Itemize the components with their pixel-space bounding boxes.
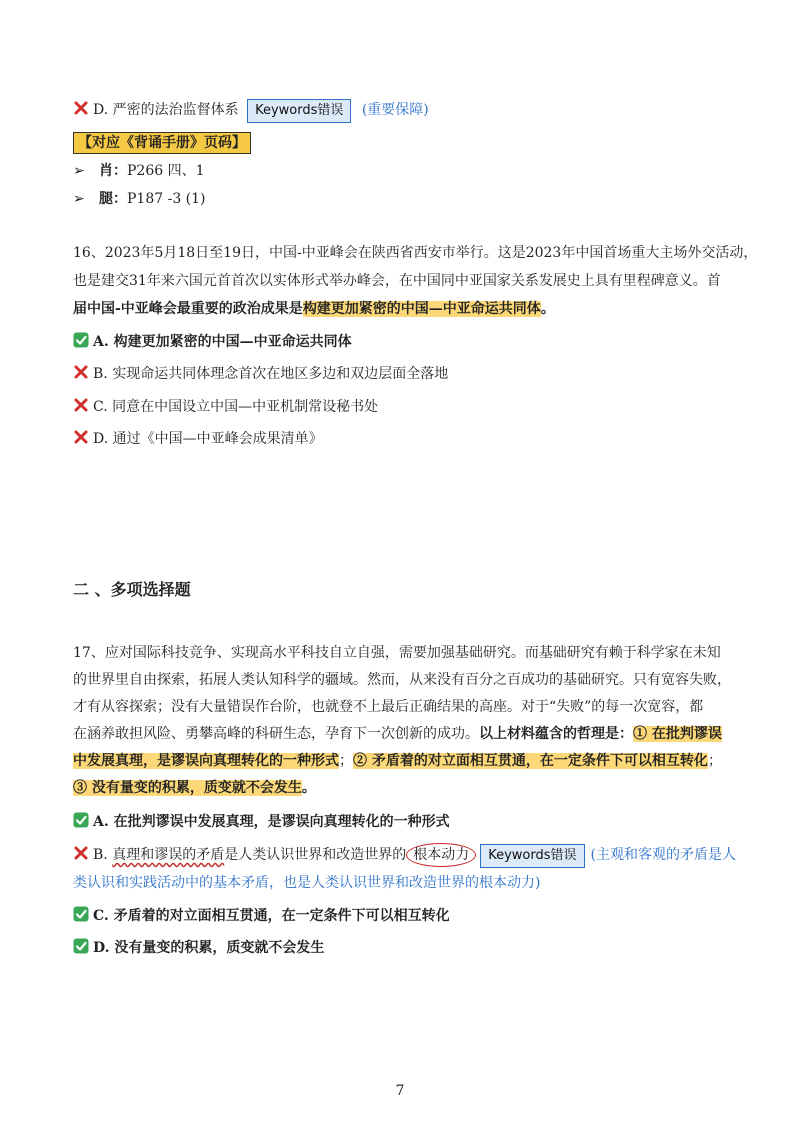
wrong-icon: [73, 429, 89, 445]
q17-option-b-note-cont: 类认识和实践活动中的基本矛盾，也是人类认识世界和改造世界的根本动力): [73, 875, 541, 891]
keyword-badge: Keywords错误: [480, 844, 584, 868]
option-note: (重要保障): [361, 102, 429, 118]
option-letter: D.: [93, 102, 109, 118]
answer-highlight: 构建更加紧密的中国—中亚命运共同体: [302, 301, 541, 317]
q16-option-a: A. 构建更加紧密的中国—中亚命运共同体: [73, 331, 352, 353]
arrow-bullet-icon: ➢: [73, 191, 85, 207]
correct-check-icon: [73, 938, 89, 954]
wrong-icon: [73, 364, 89, 380]
q16-stem-line2: 也是建交31年来六国元首首次以实体形式举办峰会，在中国同中亚国家关系发展史上具有里程碑意义。首: [73, 273, 721, 289]
q16-stem-line3: 届中国-中亚峰会最重要的政治成果是构建更加紧密的中国—中亚命运共同体。: [73, 301, 555, 317]
correct-check-icon: [73, 906, 89, 922]
correct-check-icon: [73, 812, 89, 828]
answer-highlight: ② 矛盾着的对立面相互贯通，在一定条件下可以相互转化: [353, 753, 708, 769]
wrong-icon: [73, 845, 89, 861]
q16-option-b: B. 实现命运共同体理念首次在地区多边和双边层面全落地: [73, 363, 448, 385]
manual-tag: 【对应《背诵手册》页码】: [73, 132, 251, 154]
option-note: (主观和客观的矛盾是人: [590, 847, 736, 863]
q17-option-b: B. 真理和谬误的矛盾是人类认识世界和改造世界的 根本动力 Keywords错误 (主观和客观的矛盾是人: [73, 843, 736, 868]
q16-stem-line1: 16、2023年5月18日至19日，中国-中亚峰会在陕西省西安市举行。这是2023年中国首场重大主场外交活动，: [73, 245, 758, 261]
q17-stem-line2: 的世界里自由探索，拓展人类认知科学的疆域。然而，从来没有百分之百成功的基础研究。只有宽容失败，: [73, 672, 731, 688]
q17-stem-line3: 才有从容探索；没有大量错误作台阶，也就登不上最后正确结果的高座。对于“失败”的每一次宽容，都: [73, 699, 704, 715]
q17-stem-line5: 中发展真理，是谬误向真理转化的一种形式；② 矛盾着的对立面相互贯通，在一定条件下可以相互转化；: [73, 753, 722, 769]
q17-stem-line4: 在涵养敢担风险、勇攀高峰的科研生态，孕育下一次创新的成功。以上材料蕴含的哲理是：① 在批判谬误: [73, 726, 722, 742]
wavy-underline-annotation: 真理和谬误的矛盾: [112, 847, 225, 863]
manual-ref-1: ➢ 肖：P266 四、1: [73, 160, 205, 182]
q17-option-d: D. 没有量变的积累，质变就不会发生: [73, 937, 324, 959]
wrong-icon: [73, 100, 89, 116]
circled-annotation: 根本动力: [406, 843, 476, 867]
answer-highlight: ① 在批判谬误: [633, 726, 722, 742]
q16-option-d: D. 通过《中国—中亚峰会成果清单》: [73, 428, 323, 450]
answer-highlight: ③ 没有量变的积累，质变就不会发生: [73, 780, 302, 796]
q17-stem-line6: ③ 没有量变的积累，质变就不会发生。: [73, 780, 316, 796]
q17-option-c: C. 矛盾着的对立面相互贯通，在一定条件下可以相互转化: [73, 905, 450, 927]
q17-stem-line1: 17、应对国际科技竞争、实现高水平科技自立自强，需要加强基础研究。而基础研究有赖于科学家在未知: [73, 645, 721, 661]
q16-option-c: C. 同意在中国设立中国—中亚机制常设秘书处: [73, 396, 378, 418]
correct-check-icon: [73, 332, 89, 348]
keyword-badge: Keywords错误: [247, 99, 351, 123]
page-number: 7: [395, 1083, 405, 1099]
answer-highlight: 中发展真理，是谬误向真理转化的一种形式: [73, 753, 339, 769]
section-heading: 二 、多项选择题: [73, 580, 191, 599]
q15-option-d: [73, 99, 429, 123]
q17-option-a: A. 在批判谬误中发展真理，是谬误向真理转化的一种形式: [73, 811, 450, 833]
manual-tag-line: [73, 132, 251, 154]
arrow-bullet-icon: ➢: [73, 163, 85, 179]
manual-ref-2: ➢ 腿：P187 -3 (1): [73, 188, 206, 210]
wrong-icon: [73, 397, 89, 413]
option-text: 严密的法治监督体系: [112, 102, 239, 118]
